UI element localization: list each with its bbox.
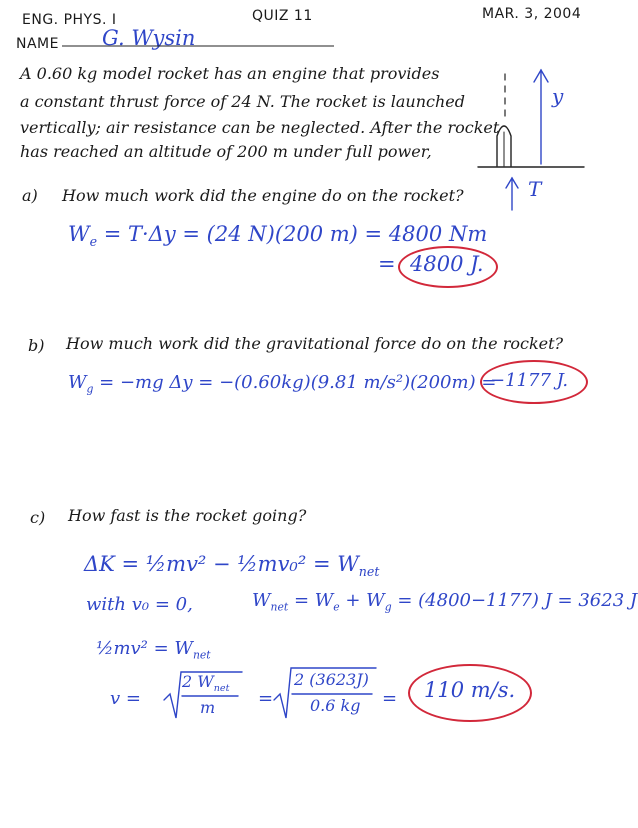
student-name: G. Wysin — [102, 26, 196, 50]
quiz-number: QUIZ 11 — [252, 8, 313, 24]
fraction-1-denominator: m — [200, 698, 216, 717]
name-label: NAME — [16, 36, 59, 52]
part-c-line-2-with: with v₀ = 0, — [86, 594, 193, 615]
part-a-label: a) — [22, 186, 38, 205]
part-c-label: c) — [30, 508, 46, 527]
part-a-equation: $W_e = T\cdot\Delta y = (24$ N)(200 m) = 4800 Nm — [68, 222, 488, 250]
quiz-date: MAR. 3, 2004 — [482, 6, 582, 22]
problem-line-1: A 0.60 kg model rocket has an engine that provides — [20, 64, 440, 83]
part-b-question: How much work did the gravitational force do on the rocket? — [66, 334, 564, 353]
sqrt-signs — [164, 668, 376, 718]
course-title: ENG. PHYS. I — [22, 12, 117, 28]
sqrt-icon-2 — [274, 668, 376, 718]
part-a-eq-sign: = — [378, 252, 396, 276]
part-a-question: How much work did the engine do on the rocket? — [62, 186, 464, 205]
part-b-answer: −1177 J. — [490, 370, 569, 391]
problem-line-3: vertically; air resistance can be neglected. After the rocket — [20, 118, 500, 137]
rocket-figure — [478, 70, 584, 210]
part-c-eq-sign: = — [258, 688, 274, 709]
velocity-label: v = — [110, 688, 141, 709]
part-b-label: b) — [28, 336, 45, 355]
y-axis-label: y — [552, 84, 564, 108]
sqrt-icon-1 — [164, 672, 242, 718]
part-c-line-1: ΔK = ½mv² − ½mv₀² = $W_{net}$ — [84, 552, 380, 580]
part-c-question: How fast is the rocket going? — [68, 506, 307, 525]
fraction-2-numerator: 2 (3623J) — [294, 670, 369, 689]
part-a-answer: 4800 J. — [410, 252, 484, 276]
problem-line-2: a constant thrust force of 24 N. The rocket is launched — [20, 92, 465, 111]
problem-line-4: has reached an altitude of 200 m under full power, — [20, 142, 432, 161]
fraction-2-denominator: 0.6 kg — [310, 696, 361, 715]
part-c-line-2-eq: $W_{net} = W_e + W_g = (4800-1177) J = 3623$ J — [252, 590, 638, 614]
part-c-line-3: ½mv² = $W_{net}$ — [96, 638, 211, 662]
part-c-answer: 110 m/s. — [424, 678, 516, 702]
thrust-label: T — [528, 177, 542, 201]
part-c-eq-sign-2: = — [382, 688, 398, 709]
part-b-equation: $W_g = -mg$ Δy = −(0.60kg)(9.81 m/s²)(200m) = — [68, 372, 497, 396]
fraction-1-numerator: 2 $W_{net}$ — [182, 672, 230, 695]
